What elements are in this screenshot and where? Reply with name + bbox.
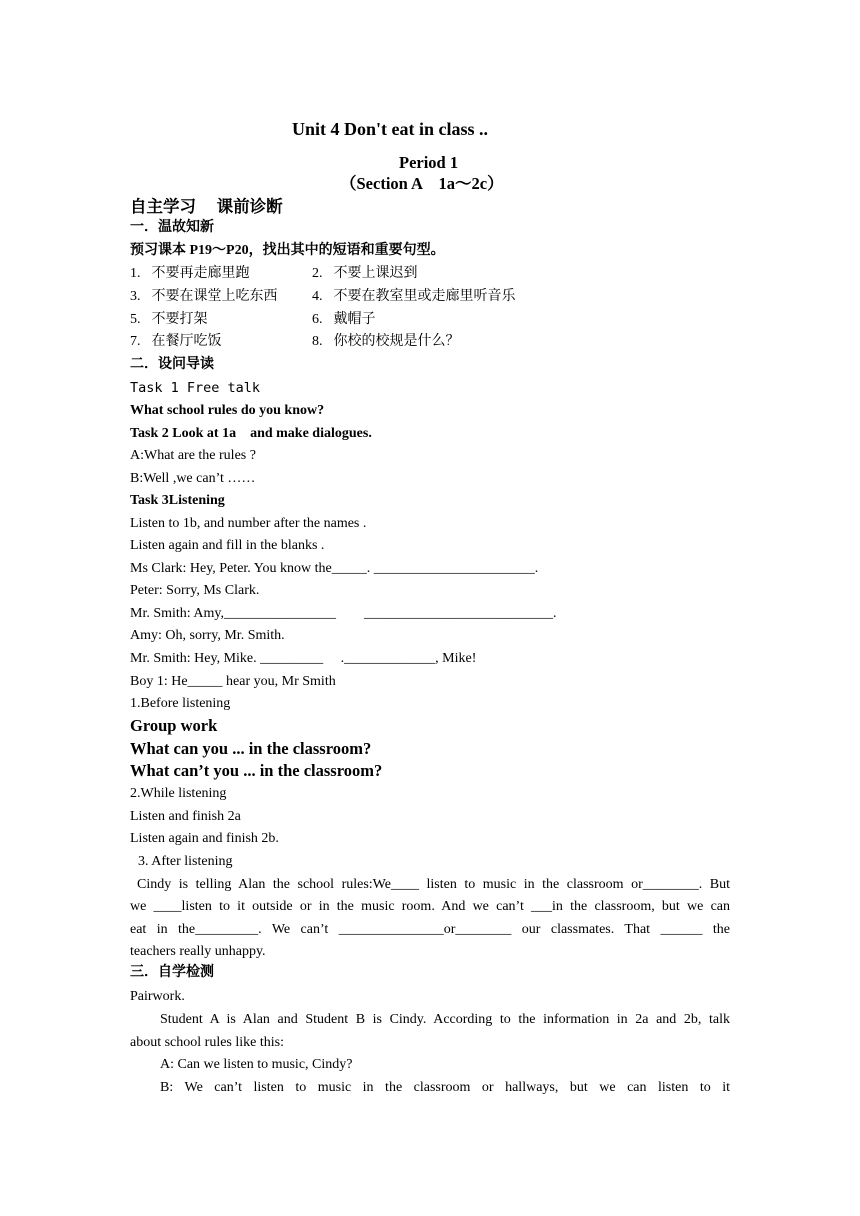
while-listening-line: Listen again and finish 2b. <box>130 831 279 846</box>
listening-line: Listen again and fill in the blanks . <box>130 538 325 553</box>
pairwork-label: Pairwork. <box>130 989 185 1004</box>
phrase-item <box>130 312 208 327</box>
phrase-row <box>130 288 690 306</box>
pairwork-paragraph-line: about school rules like this: <box>130 1035 284 1050</box>
phrase-text: 在餐厅吃饭 <box>151 334 222 349</box>
phrase-row <box>130 311 690 329</box>
phrase-number: 4. <box>312 289 323 304</box>
task2-label: Task 2 Look at 1a and make dialogues. <box>130 426 372 441</box>
period-subtitle: Period 1 <box>399 153 459 172</box>
phrase-text: 你校的校规是什么？ <box>333 334 460 349</box>
phrase-item <box>312 288 516 306</box>
phrase-text: 戴帽子 <box>333 312 376 327</box>
listening-line: Listen to 1b, and number after the names . <box>130 516 367 531</box>
task1-question: What school rules do you know? <box>130 403 325 418</box>
listening-line: Peter: Sorry, Ms Clark. <box>130 583 260 598</box>
group-question: What can’t you ... in the classroom? <box>130 761 383 780</box>
while-listening-line: 2.While listening <box>130 786 227 801</box>
phrase-item <box>130 289 278 304</box>
cindy-paragraph-line: eat in the_________. We can’t _______________or________ our classmates. That ______ the <box>130 922 730 937</box>
phrase-number: 7. <box>130 334 141 349</box>
dialogue-line: B:Well ,we can’t …… <box>130 471 256 486</box>
cindy-paragraph-line: teachers really unhappy. <box>130 944 266 959</box>
task3-label: Task 3Listening <box>130 493 225 508</box>
phrase-text: 不要在教室里或走廊里听音乐 <box>333 289 516 304</box>
phrase-text: 不要在课堂上吃东西 <box>151 289 278 304</box>
pairwork-dialogue-line: B: We can’t listen to music in the classroom or hallways, but we can listen to it <box>160 1080 730 1095</box>
phrase-number: 6. <box>312 312 323 327</box>
phrase-row <box>130 333 690 351</box>
self-study-heading: 自主学习 课前诊断 <box>130 197 283 216</box>
group-question: What can you ... in the classroom? <box>130 739 372 758</box>
phrase-number: 1. <box>130 266 141 281</box>
phrase-text: 不要再走廊里跑 <box>151 266 250 281</box>
phrase-item <box>312 265 418 283</box>
phrase-number: 3. <box>130 289 141 304</box>
dialogue-line: A:What are the rules ? <box>130 448 256 463</box>
phrase-number: 5. <box>130 312 141 327</box>
task1-label: Task 1 Free talk <box>130 380 261 396</box>
while-listening-line: Listen and finish 2a <box>130 809 241 824</box>
phrase-number: 8. <box>312 334 323 349</box>
listening-line: Mr. Smith: Amy,________________ ___________________________. <box>130 606 557 621</box>
part3-heading: 三．自学检测 <box>130 965 214 980</box>
phrase-text: 不要打架 <box>151 312 208 327</box>
phrase-item <box>130 334 222 349</box>
phrase-item <box>312 333 460 351</box>
phrase-row <box>130 265 690 283</box>
part1-instruction: 预习课本 P19～P20，找出其中的短语和重要句型。 <box>130 243 445 258</box>
listening-line: 1.Before listening <box>130 696 231 711</box>
phrase-number: 2. <box>312 266 323 281</box>
pairwork-paragraph-line: Student A is Alan and Student B is Cindy. According to the information in 2a and 2b, talk <box>160 1012 730 1027</box>
listening-line: Ms Clark: Hey, Peter. You know the_____. _______________________. <box>130 561 539 576</box>
page-title: Unit 4 Don't eat in class .. <box>292 119 489 139</box>
phrase-item <box>312 311 376 329</box>
phrase-text: 不要上课迟到 <box>333 266 418 281</box>
listening-line: Boy 1: He_____ hear you, Mr Smith <box>130 674 336 689</box>
cindy-paragraph-line: we ____listen to it outside or in the music room. And we can’t ___in the classroom, but we can <box>130 899 730 914</box>
section-subtitle: （Section A 1a～2c） <box>340 174 504 193</box>
cindy-paragraph-line: Cindy is telling Alan the school rules:We____ listen to music in the classroom or________. But <box>137 877 730 892</box>
pairwork-dialogue-line: A: Can we listen to music, Cindy? <box>160 1057 353 1072</box>
listening-line: Amy: Oh, sorry, Mr. Smith. <box>130 628 285 643</box>
part1-heading: 一．温故知新 <box>130 220 214 235</box>
after-listening-line: 3. After listening <box>138 854 233 869</box>
listening-line: Mr. Smith: Hey, Mike. _________ ._____________, Mike! <box>130 651 477 666</box>
group-work-heading: Group work <box>130 716 218 735</box>
phrase-item <box>130 266 250 281</box>
part2-heading: 二．设问导读 <box>130 357 214 372</box>
